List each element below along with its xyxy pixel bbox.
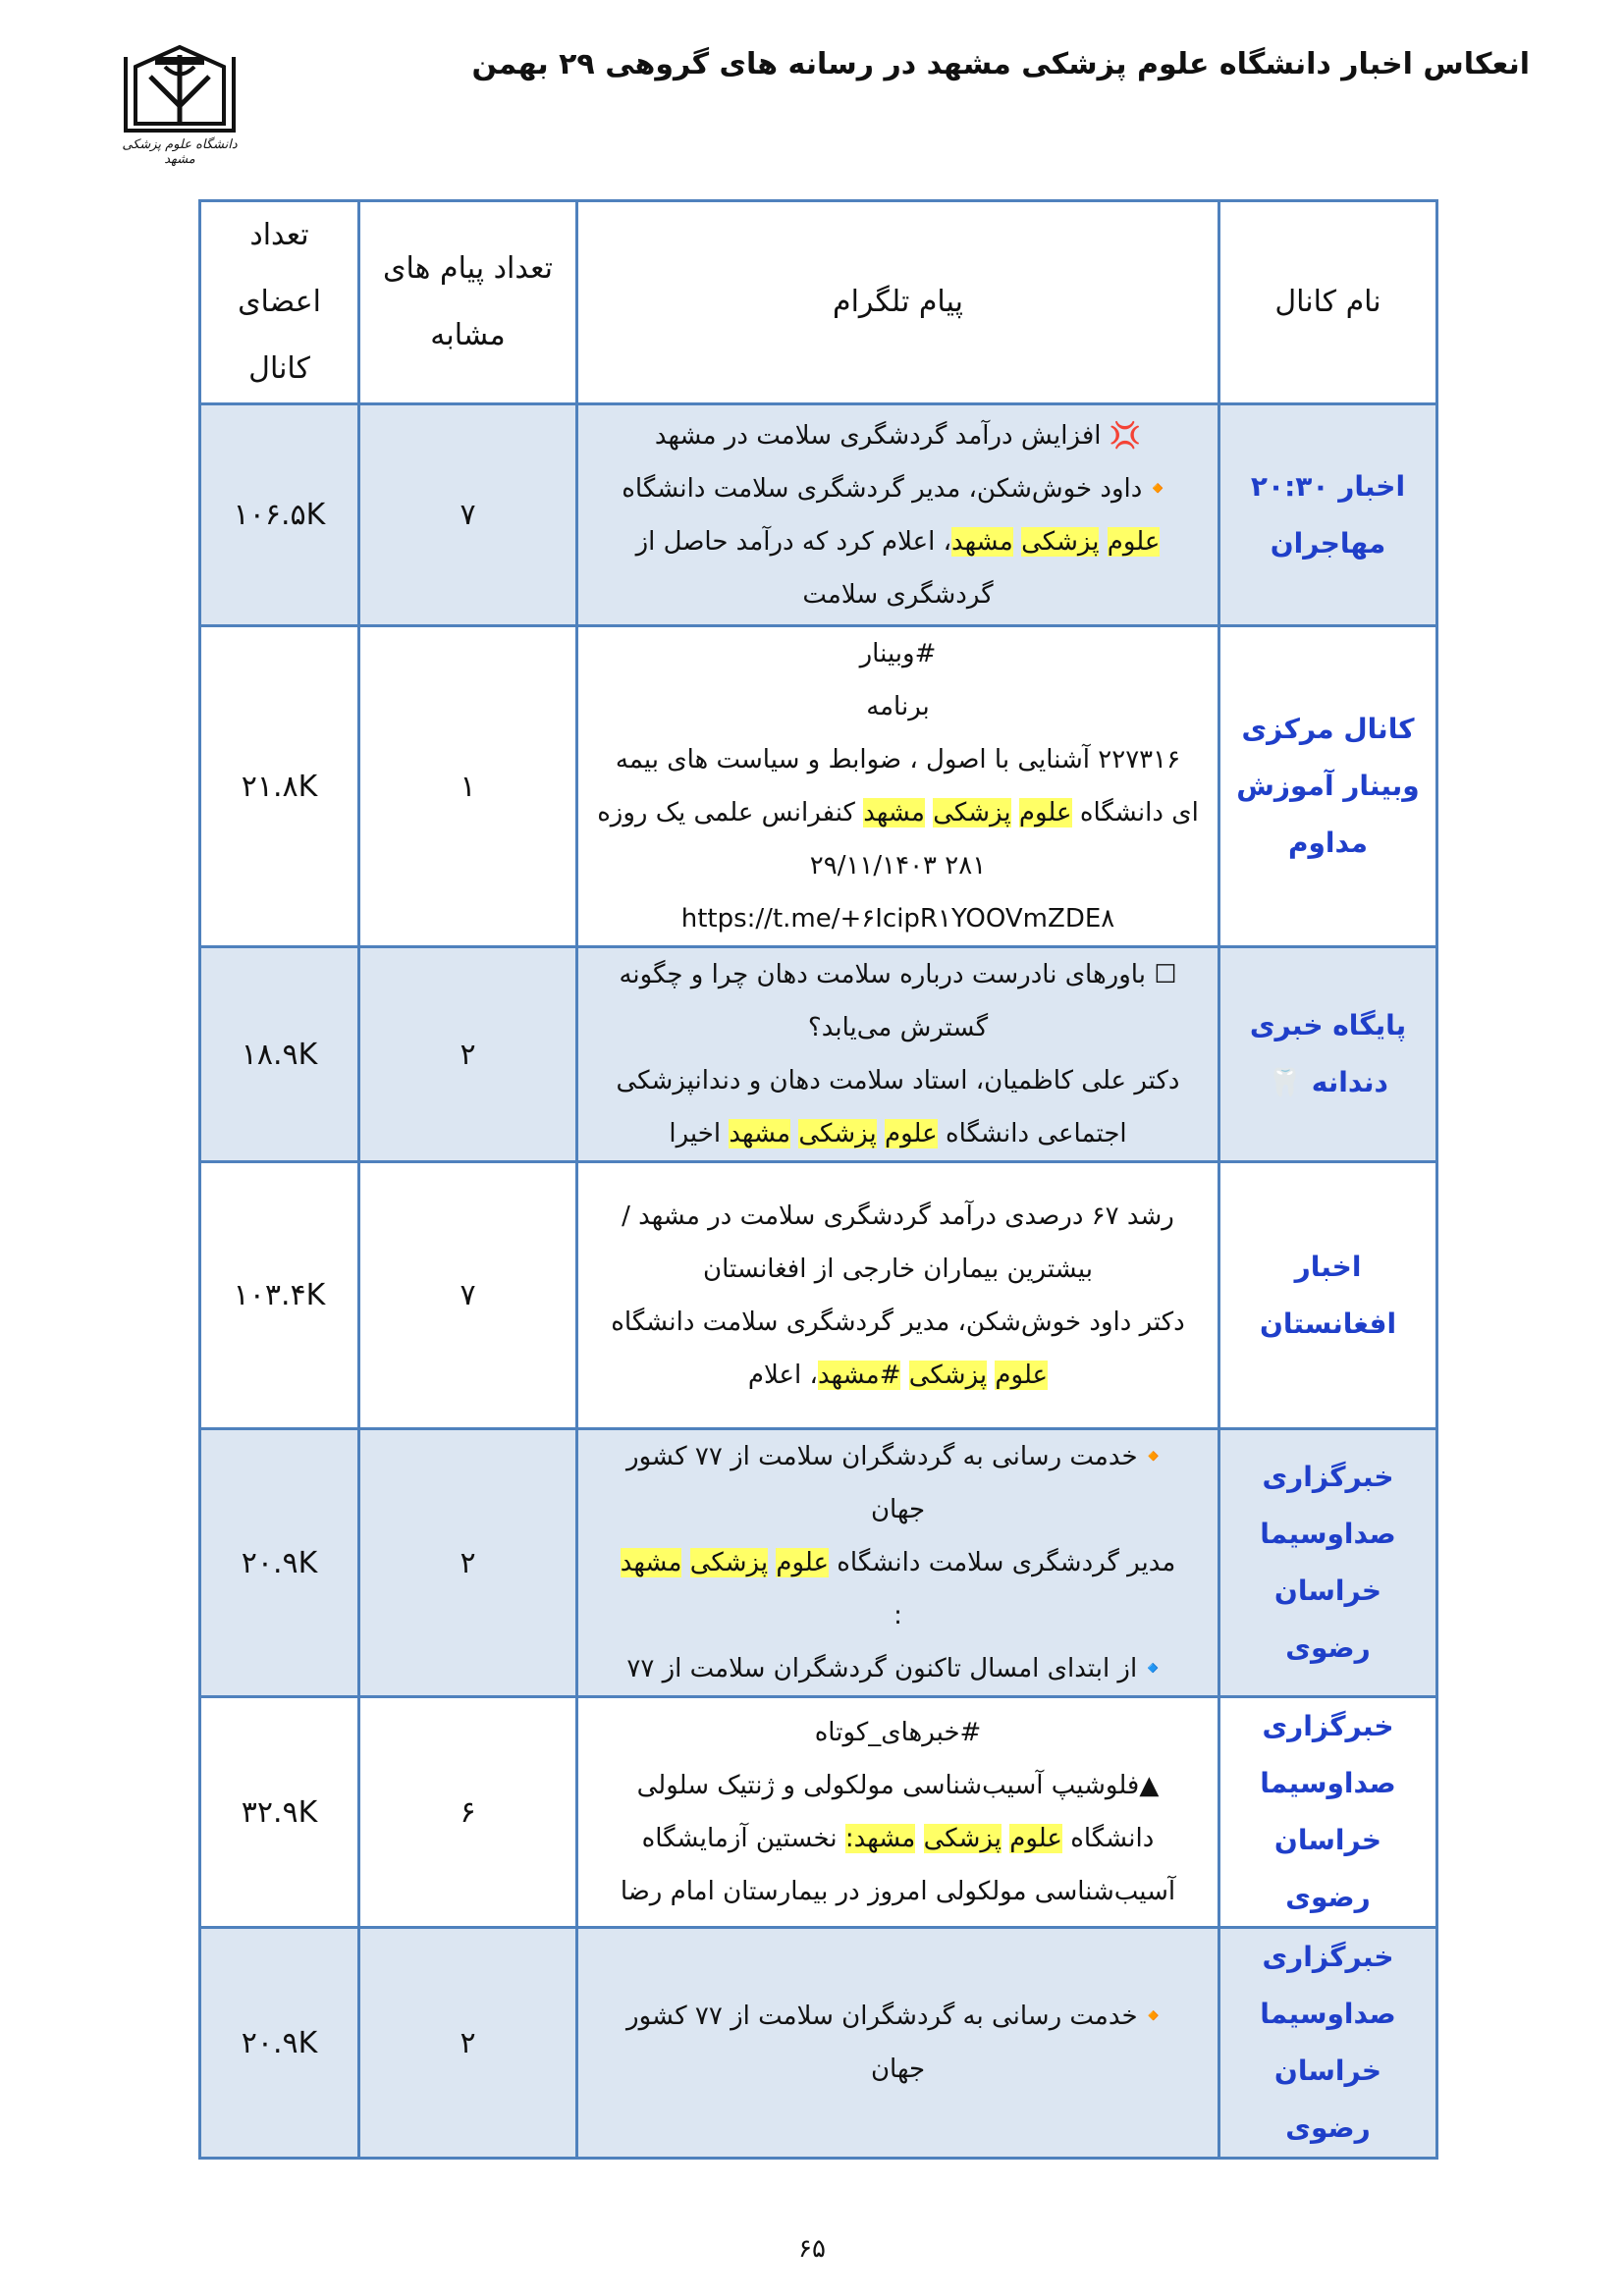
highlighted-term: مشهد (729, 1119, 791, 1148)
message-line (590, 627, 1206, 680)
message-text: ای دانشگاه (1071, 798, 1199, 828)
message-text (681, 1548, 689, 1577)
message-text: ، اعلام کرد که درآمد حاصل از (635, 526, 952, 557)
highlighted-term: علوم (1009, 1824, 1062, 1853)
message-line (590, 1483, 1206, 1536)
table-header-row (200, 201, 1437, 404)
message-text: دکتر داود خوش‌شکن، مدیر گردشگری سلامت دانشگاه (611, 1307, 1185, 1337)
member-count: ۱۸.۹K (200, 947, 359, 1162)
table-row (200, 1697, 1437, 1928)
highlighted-term: مشهد (620, 1548, 682, 1577)
message-line (590, 568, 1206, 621)
message-text: کنفرانس علمی یک روزه (597, 798, 864, 828)
message-text (877, 1119, 885, 1148)
highlighted-term: پزشکی (798, 1119, 877, 1148)
message-line (590, 1865, 1206, 1918)
message-text: گسترش می‌یابد؟ (807, 1013, 989, 1042)
message-text: 🔹از ابتدای امسال تاکنون گردشگران سلامت از ۷۷ (626, 1654, 1169, 1683)
message-text: ☐ باورهای نادرست درباره سلامت دهان چرا و چگونه (619, 960, 1177, 989)
similar-count: ۷ (359, 404, 577, 626)
logo-caption: دانشگاه علوم پزشکی مشهد (122, 137, 238, 167)
message-text (900, 1361, 908, 1390)
message-text: #وبینار (859, 639, 937, 668)
table-row (200, 1928, 1437, 2159)
highlighted-term: پزشکی (923, 1824, 1002, 1853)
message-line (590, 1706, 1206, 1759)
highlighted-term: علوم (1107, 526, 1161, 557)
message-line (590, 948, 1206, 1001)
message-line (590, 1990, 1206, 2043)
channel-name: خبرگزاری صداوسیما خراسان رضوی (1219, 1429, 1437, 1697)
similar-count: ۲ (359, 1928, 577, 2159)
table-row (200, 404, 1437, 626)
highlighted-term: علوم (1018, 798, 1072, 828)
message-text: بیشترین بیماران خارجی از افغانستان (703, 1254, 1093, 1284)
message-text: ۲۸۱ ۲۹/۱۱/۱۴۰۳ (809, 851, 987, 881)
page-title: انعکاس اخبار دانشگاه علوم پزشکی مشهد در رسانه های گروهی ۲۹ بهمن (471, 47, 1530, 81)
highlighted-term: علوم (885, 1119, 938, 1148)
telegram-message (577, 626, 1219, 947)
table-row (200, 1429, 1437, 1697)
header-members: تعداد اعضای کانال (200, 201, 359, 404)
message-line (590, 1243, 1206, 1296)
highlighted-term: مشهد: (844, 1824, 916, 1853)
message-text (1011, 798, 1019, 828)
message-line (590, 409, 1206, 462)
message-text: اجتماعی دانشگاه (937, 1119, 1127, 1148)
message-text: مدیر گردشگری سلامت دانشگاه (829, 1548, 1176, 1577)
channel-name: خبرگزاری صداوسیما خراسان رضوی (1219, 1928, 1437, 2159)
similar-count: ۲ (359, 947, 577, 1162)
page-number: ۶۵ (798, 2234, 826, 2264)
member-count: ۱۰۶.۵K (200, 404, 359, 626)
message-line (590, 680, 1206, 733)
member-count: ۱۰۳.۴K (200, 1162, 359, 1429)
highlighted-term: پزشکی (933, 798, 1011, 828)
message-text: جهان (870, 1495, 926, 1524)
message-text: ، اعلام (747, 1360, 818, 1390)
message-line (590, 1001, 1206, 1054)
highlighted-term: مشهد (863, 798, 925, 828)
message-text: ۲۲۷۳۱۶ آشنایی با اصول ، ضوابط و سیاست های بیمه (615, 745, 1181, 774)
message-text: آسیب‌شناسی مولکولی امروز در بیمارستان امام رضا (620, 1877, 1176, 1906)
telegram-message (577, 1928, 1219, 2159)
message-text: برنامه (866, 692, 930, 721)
highlighted-term: علوم (776, 1548, 830, 1577)
message-line (590, 733, 1206, 786)
telegram-message (577, 947, 1219, 1162)
message-text: دانشگاه (1061, 1824, 1155, 1853)
header-similar: تعداد پیام های مشابه (359, 201, 577, 404)
message-line (590, 839, 1206, 892)
channel-name: خبرگزاری صداوسیما خراسان رضوی (1219, 1697, 1437, 1928)
channel-name: اخبار ۲۰:۳۰ مهاجران (1219, 404, 1437, 626)
message-line (590, 1589, 1206, 1642)
member-count: ۳۲.۹K (200, 1697, 359, 1928)
channel-name: پایگاه خبری دندانه 🦷 (1219, 947, 1437, 1162)
message-text: اخیرا (669, 1119, 730, 1148)
highlighted-term: پزشکی (689, 1548, 769, 1577)
similar-count: ۶ (359, 1697, 577, 1928)
header-message: پیام تلگرام (577, 201, 1219, 404)
message-text: نخستین آزمایشگاه (641, 1824, 845, 1853)
news-table (198, 199, 1438, 2160)
channel-name: اخبار افغانستان (1219, 1162, 1437, 1429)
message-line (590, 515, 1206, 568)
message-text: دکتر علی کاظمیان، استاد سلامت دهان و دندانپزشکی (616, 1066, 1180, 1095)
message-line (590, 1349, 1206, 1402)
member-count: ۲۱.۸K (200, 626, 359, 947)
message-text: https://t.me/+۶IcipR۱YOOVmZDE۸ (680, 904, 1115, 934)
message-line (590, 1759, 1206, 1812)
message-text: گردشگری سلامت (802, 579, 994, 610)
message-text (1099, 527, 1107, 557)
message-text: : (893, 1601, 902, 1630)
message-text: رشد ۶۷ درصدی درآمد گردشگری سلامت در مشهد / (622, 1201, 1174, 1231)
message-text: #خبرهای_کوتاه (814, 1718, 982, 1747)
message-text (1013, 527, 1021, 557)
member-count: ۲۰.۹K (200, 1928, 359, 2159)
message-text (915, 1824, 923, 1853)
message-line (590, 1812, 1206, 1865)
similar-count: ۷ (359, 1162, 577, 1429)
highlighted-term: #مشهد (817, 1360, 901, 1390)
channel-name: کانال مرکزی وبینار آموزش مداوم (1219, 626, 1437, 947)
header-channel: نام کانال (1219, 201, 1437, 404)
telegram-message (577, 1697, 1219, 1928)
message-text (925, 798, 933, 828)
message-text: جهان (870, 2055, 926, 2084)
highlighted-term: علوم (995, 1360, 1049, 1390)
message-line (590, 462, 1206, 515)
highlighted-term: پزشکی (908, 1360, 988, 1390)
message-text: 🔸خدمت رسانی به گردشگران سلامت از ۷۷ کشور (626, 2002, 1169, 2031)
telegram-message (577, 404, 1219, 626)
message-line (590, 2043, 1206, 2096)
similar-count: ۱ (359, 626, 577, 947)
message-line (590, 786, 1206, 839)
telegram-message (577, 1429, 1219, 1697)
message-text: 🔸خدمت رسانی به گردشگران سلامت از ۷۷ کشور (626, 1442, 1169, 1471)
message-line (590, 892, 1206, 945)
member-count: ۲۰.۹K (200, 1429, 359, 1697)
message-line (590, 1296, 1206, 1349)
message-line (590, 1430, 1206, 1483)
telegram-message (577, 1162, 1219, 1429)
highlighted-term: پزشکی (1021, 526, 1100, 557)
message-line (590, 1642, 1206, 1695)
table-row (200, 947, 1437, 1162)
message-line (590, 1107, 1206, 1160)
highlighted-term: مشهد (951, 526, 1013, 557)
message-line (590, 1536, 1206, 1589)
message-line (590, 1054, 1206, 1107)
message-text: ▲فلوشیپ آسیب‌شناسی مولکولی و ژنتیک سلولی (636, 1771, 1160, 1800)
message-line (590, 1190, 1206, 1243)
message-text: 🔸داود خوش‌شکن، مدیر گردشگری سلامت دانشگاه (622, 473, 1174, 504)
message-text: 💢 افزایش درآمد گردشگری سلامت در مشهد (654, 420, 1142, 451)
similar-count: ۲ (359, 1429, 577, 1697)
table-row (200, 626, 1437, 947)
table-row (200, 1162, 1437, 1429)
